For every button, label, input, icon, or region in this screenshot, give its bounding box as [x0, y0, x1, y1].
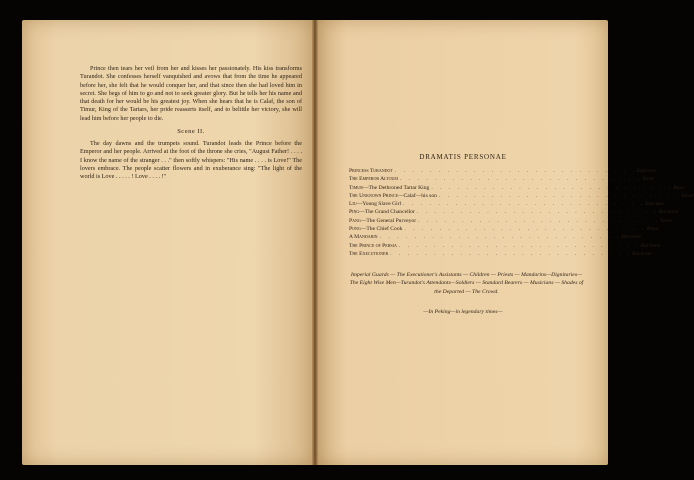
cast-role: The Unknown Prince — [349, 192, 398, 199]
voice-type: Soprano — [636, 168, 656, 174]
cast-description: —The Grand Chancellor — [359, 209, 415, 216]
cast-description: —The Chief Cook — [360, 226, 403, 233]
cast-row — [349, 250, 652, 258]
paragraph-text: Prince then tears her veil from her and kisses her passionately. His kiss transforms Turandot. She confesses herself vanquished and avows that from the time he appeared before her, she felt that he would conquer her, and that since then she had loved him in secret. She begs of him to go and not to seek greater glory. But he tells her his name and that death for her would be his greatest joy. When she hears that he is Calaf, the son of Timur, King of the Tartars, her pride reasserts itself, and to belittle her victory, she will lead him before her people to die. — [80, 65, 302, 122]
cast-row — [349, 192, 694, 200]
leader-dots: . . . . . . . . . . . . . . . . . . . . . . . . . . . . — [404, 226, 647, 233]
cast-role: Timur — [349, 184, 363, 191]
voice-type: Baritone — [621, 234, 642, 241]
cast-role: Princess Turandot — [349, 168, 393, 174]
leader-dots: . . . . . . . . . . . . . . . . . . . . . . . . . . . . — [438, 192, 681, 199]
voice-type: Tenor — [641, 176, 655, 183]
cast-row — [349, 225, 660, 233]
cast-list — [349, 167, 694, 258]
voice-type: Baritone — [632, 250, 652, 257]
leader-dots: . . . . . . . . . . . . . . . . . . . . . . . . . . . . — [394, 168, 637, 174]
setting-line: —In Peking—in legendary times— — [423, 309, 503, 315]
chorus-and-extras: Imperial Guards — The Executioner's Assistants — Children — Priests — Mandarins—Dignitaries—The Eight Wise Men—Turandot's Attendants—Soldiers — Standard Bearers — Musicians — Shades of the Departed — The Crowd. — [349, 272, 584, 295]
cast-row — [349, 233, 642, 241]
voice-type: Tenor — [660, 217, 673, 224]
leader-dots: . . . . . . . . . . . . . . . . . . . . . . . . . . . . — [416, 209, 659, 216]
cast-row — [349, 184, 684, 192]
cast-description: —The General Purveyor — [360, 217, 417, 224]
cast-row — [349, 200, 665, 208]
voice-type: Soprano — [645, 201, 665, 208]
voice-type: Baritone — [658, 209, 679, 216]
voice-type: Tenor — [646, 226, 660, 233]
cast-row — [349, 217, 673, 225]
leader-dots: . . . . . . . . . . . . . . . . . . . . . . . . . . . . — [418, 217, 660, 224]
scene-heading: Scene II. — [177, 128, 205, 135]
voice-type: Bass — [673, 184, 684, 191]
cast-role: Ping — [349, 209, 360, 216]
cast-row — [349, 242, 661, 250]
cast-description: —The Dethroned Tartar King — [362, 184, 430, 191]
cast-role: The Prince of Persia — [349, 242, 397, 249]
leader-dots: . . . . . . . . . . . . . . . . . . . . . . . . . . . . — [390, 250, 633, 257]
cast-description: —Young Slave Girl — [356, 201, 402, 208]
leader-dots: . . . . . . . . . . . . . . . . . . . . . . . . . . . . — [379, 234, 622, 241]
cast-role: The Executioner — [349, 250, 389, 257]
cast-row — [349, 167, 656, 175]
synopsis-paragraph-1 — [80, 65, 302, 123]
dramatis-personae-title: DRAMATIS PERSONAE — [419, 153, 507, 161]
voice-type: Tenor — [680, 192, 694, 199]
cast-description: —Calaf—his son — [397, 192, 437, 199]
cast-row — [349, 175, 655, 183]
cast-row — [349, 208, 679, 216]
leader-dots: . . . . . . . . . . . . . . . . . . . . . . . . . . . . — [403, 201, 646, 208]
cast-role: Pang — [349, 217, 361, 224]
paragraph-text: The day dawns and the trumpets sound. Turandot leads the Prince before the Emperor and her people. Arrived at the foot of the throne she cries, "August Father! . . . . I know the name of the stranger . . ." then softly whispers: "His name . . . . is Love!" The lovers embrace. The people scatter flowers and in exuberance sing: "The light of the world is Love . . . . . ! Love . . . . !" — [80, 140, 302, 181]
leader-dots: . . . . . . . . . . . . . . . . . . . . . . . . . . . . — [399, 176, 642, 183]
cast-role: The Emperor Altoum — [349, 176, 398, 183]
cast-role: A Mandarin — [349, 234, 378, 241]
cast-role: Pong — [349, 226, 361, 233]
leader-dots: . . . . . . . . . . . . . . . . . . . . . . . . . . . . — [398, 242, 641, 249]
leader-dots: . . . . . . . . . . . . . . . . . . . . . . . . . . . . — [431, 184, 674, 191]
voice-type: Baritone — [640, 242, 661, 249]
synopsis-paragraph-2 — [80, 140, 302, 181]
cast-role: Liu — [349, 201, 357, 208]
